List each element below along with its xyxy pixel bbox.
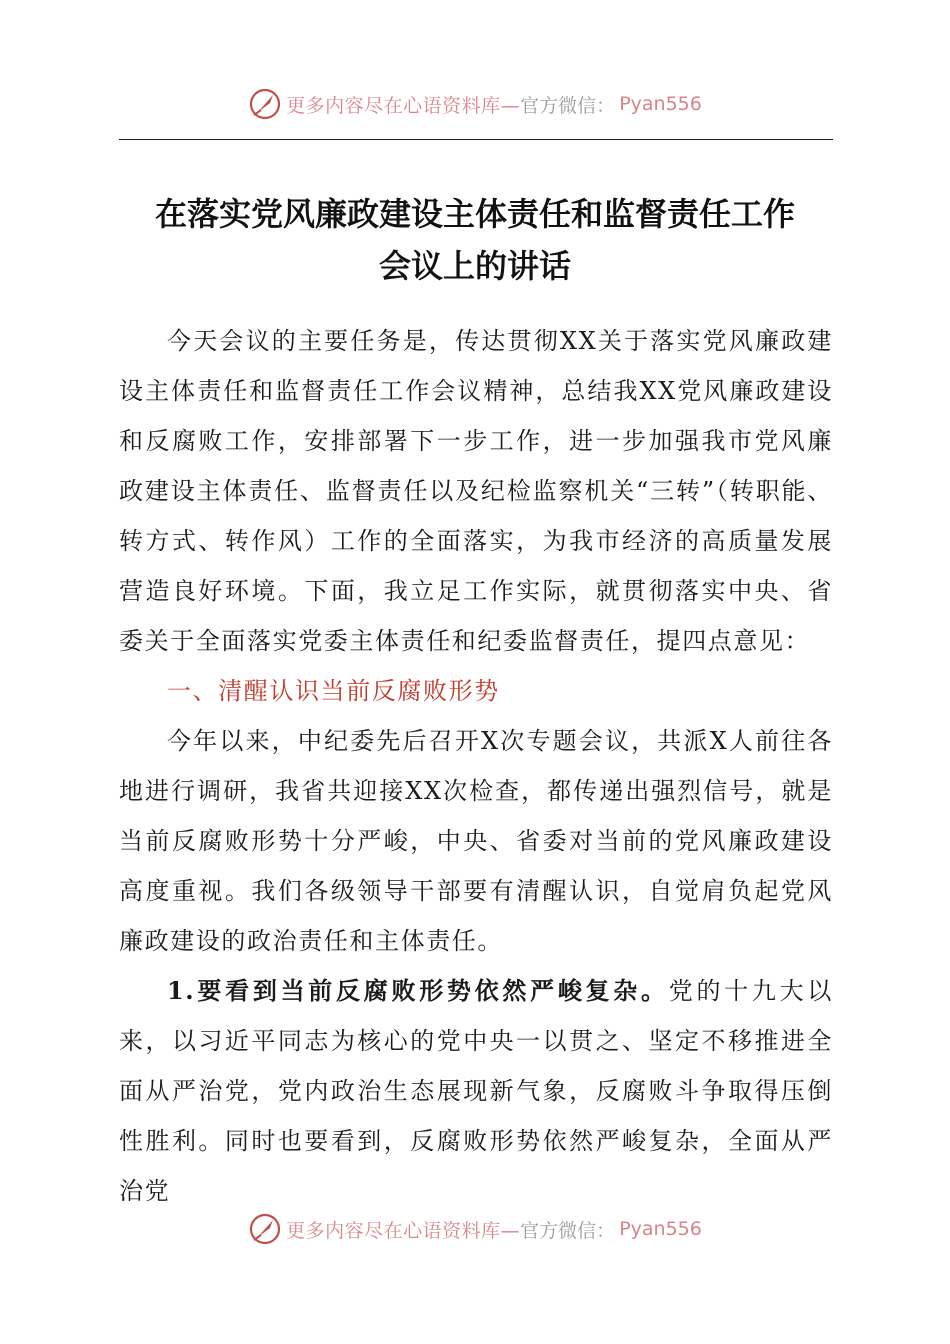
quill-logo-icon [248, 1212, 282, 1246]
header-watermark [0, 84, 950, 124]
watermark-wechat-id: Pyan556 [619, 1218, 702, 1240]
section-1-heading: 一、清醒认识当前反腐败形势 [167, 677, 500, 705]
intro-paragraph: 今天会议的主要任务是，传达贯彻XX关于落实党风廉政建设主体责任和监督责任工作会议精神，总结我XX党风廉政建设和反腐败工作，安排部署下一步工作，进一步加强我市党风廉政建设主体责任、监督责任以及纪检监察机关“三转”（转职能、转方式、转作风）工作的全面落实，为我市经济的高质量发展营造良好环境。下面，我立足工作实际，就贯彻落实中央、省委关于全面落实党委主体责任和纪委监督责任，提四点意见： [119, 327, 833, 655]
title-line-1: 在落实党风廉政建设主体责任和监督责任工作 [154, 195, 795, 233]
header-divider [119, 139, 833, 140]
watermark-wechat-id: Pyan556 [619, 93, 702, 115]
quill-logo-icon [248, 87, 282, 121]
document-title [100, 188, 850, 292]
document-body [119, 316, 833, 1216]
watermark-text: 更多内容尽在心语资料库— [286, 1219, 521, 1242]
title-line-2: 会议上的讲话 [378, 247, 571, 285]
point-1-lead: 1.要看到当前反腐败形势依然严峻复杂。 [167, 976, 669, 1005]
point-1-body: 党的十九大以来，以习近平同志为核心的党中央一以贯之、坚定不移推进全面从严治党，党内政治生态展现新气象，反腐败斗争取得压倒性胜利。同时也要看到，反腐败形势依然严峻复杂，全面从严治党 [119, 977, 833, 1205]
section-1-paragraph: 今年以来，中纪委先后召开X次专题会议，共派X人前往各地进行调研，我省共迎接XX次检查，都传递出强烈信号，就是当前反腐败形势十分严峻，中央、省委对当前的党风廉政建设高度重视。我们各级领导干部要有清醒认识，自觉肩负起党风廉政建设的政治责任和主体责任。 [119, 727, 833, 955]
point-1-paragraph [119, 966, 833, 1216]
watermark-text: 更多内容尽在心语资料库— [286, 94, 521, 117]
watermark-wechat-label: 官方微信： [520, 1219, 616, 1242]
watermark-wechat-label: 官方微信： [520, 94, 616, 117]
footer-watermark [0, 1209, 950, 1249]
